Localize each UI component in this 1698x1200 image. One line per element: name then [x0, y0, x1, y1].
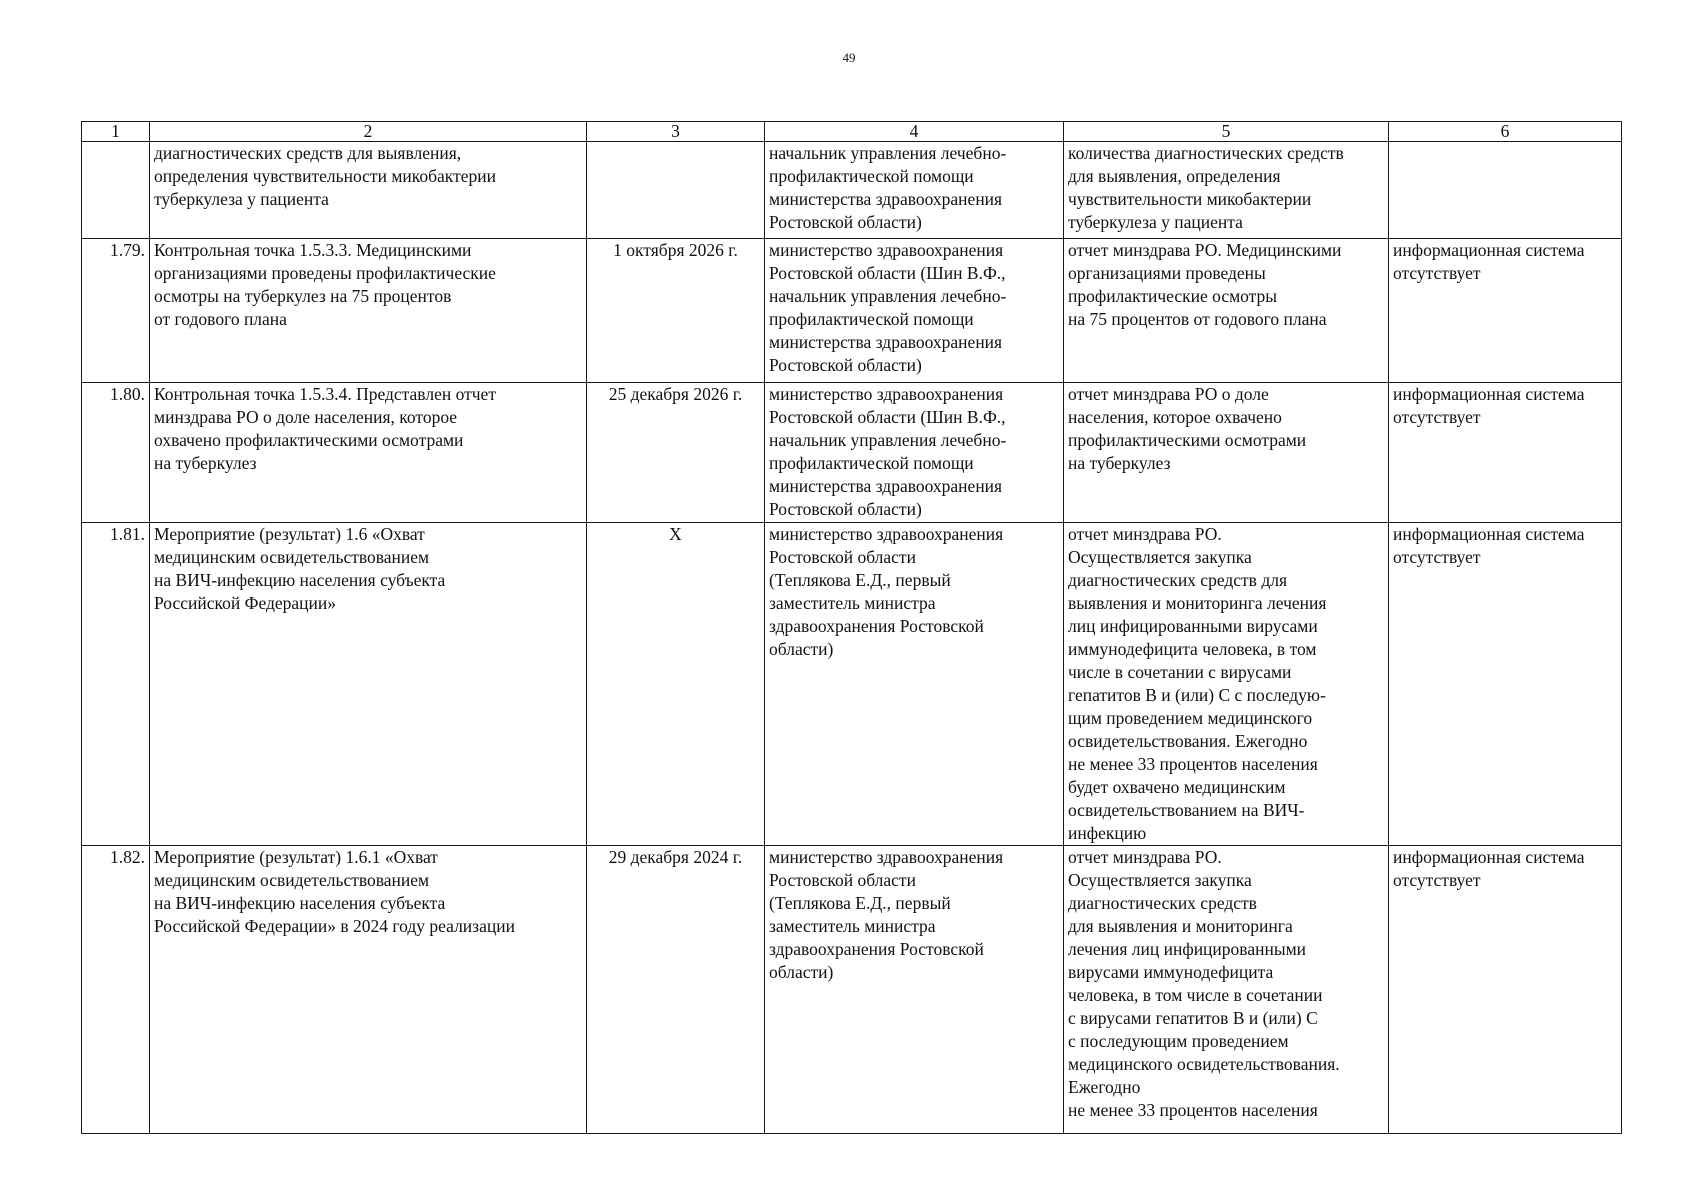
- row-date: 1 октября 2026 г.: [587, 239, 765, 383]
- row-responsible-text: министерство здравоохранения Ростовской области (Шин В.Ф., начальник управления лечебно- профилактической помощи министерства здравоохранения Ростовской области): [769, 384, 1007, 519]
- header-col-3: 3: [587, 122, 765, 142]
- row-system: [1389, 523, 1622, 846]
- row-system-text: информационная система отсутствует: [1393, 524, 1585, 567]
- row-responsible-text: начальник управления лечебно- профилактической помощи министерства здравоохранения Ростовской области): [769, 143, 1007, 232]
- header-col-5: 5: [1064, 122, 1389, 142]
- row-result-text: отчет минздрава РО. Осуществляется закупка диагностических средств для выявления и мониторинга лечения лиц инфицированными вирусами иммунодефицита человека, в том числе в сочетании с вирусами гепатитов В и (или) С с последую- щим проведением медицинского освидетельствования. Ежегодно не менее 33 процентов населения будет охвачено медицинским освидетельствованием на ВИЧ- инфекцию: [1068, 524, 1327, 843]
- header-col-2: 2: [150, 122, 587, 142]
- row-responsible-text: министерство здравоохранения Ростовской области (Теплякова Е.Д., первый заместитель министра здравоохранения Ростовской области): [769, 524, 1004, 659]
- table-row: [82, 239, 1622, 383]
- row-result: [1064, 523, 1389, 846]
- row-result-text: отчет минздрава РО. Медицинскими организациями проведены профилактические осмотры на 75 процентов от годового плана: [1068, 240, 1342, 329]
- row-title: [150, 846, 587, 1134]
- header-col-1: 1: [82, 122, 150, 142]
- table-row: [82, 142, 1622, 239]
- row-result-text: отчет минздрава РО. Осуществляется закупка диагностических средств для выявления и мониторинга лечения лиц инфицированными вирусами иммунодефицита человека, в том числе в сочетании с вирусами гепатитов В и (или) С с последующим проведением медицинского освидетельствования. Ежегодно не менее 33 процентов населения: [1068, 847, 1340, 1120]
- page-number: 49: [842, 50, 856, 65]
- row-title: [150, 239, 587, 383]
- row-title-text: Мероприятие (результат) 1.6.1 «Охват медицинским освидетельствованием на ВИЧ-инфекцию населения субъекта Российской Федерации» в 2024 году реализации: [154, 847, 515, 936]
- row-number: 1.80.: [82, 383, 150, 523]
- row-result: [1064, 239, 1389, 383]
- plan-table: [81, 121, 1622, 1134]
- row-result-text: количества диагностических средств для выявления, определения чувствительности микобактерии туберкулеза у пациента: [1068, 143, 1344, 232]
- row-title-text: Контрольная точка 1.5.3.4. Представлен отчет минздрава РО о доле населения, которое охвачено профилактическими осмотрами на туберкулез: [154, 384, 496, 473]
- row-date: [587, 142, 765, 239]
- row-number: 1.79.: [82, 239, 150, 383]
- row-date: 25 декабря 2026 г.: [587, 383, 765, 523]
- row-result: [1064, 142, 1389, 239]
- row-system: [1389, 846, 1622, 1134]
- table-row: [82, 846, 1622, 1134]
- row-system-text: информационная система отсутствует: [1393, 847, 1585, 890]
- row-date: Х: [587, 523, 765, 846]
- row-title-text: Мероприятие (результат) 1.6 «Охват медицинским освидетельствованием на ВИЧ-инфекцию населения субъекта Российской Федерации»: [154, 524, 446, 613]
- row-date: 29 декабря 2024 г.: [587, 846, 765, 1134]
- row-responsible: [765, 846, 1064, 1134]
- header-col-6: 6: [1389, 122, 1622, 142]
- row-responsible-text: министерство здравоохранения Ростовской области (Теплякова Е.Д., первый заместитель министра здравоохранения Ростовской области): [769, 847, 1004, 982]
- row-responsible: [765, 383, 1064, 523]
- row-responsible: [765, 142, 1064, 239]
- header-col-4: 4: [765, 122, 1064, 142]
- row-result-text: отчет минздрава РО о доле населения, которое охвачено профилактическими осмотрами на туберкулез: [1068, 384, 1307, 473]
- row-result: [1064, 846, 1389, 1134]
- row-system: [1389, 239, 1622, 383]
- row-result: [1064, 383, 1389, 523]
- row-title-text: диагностических средств для выявления, определения чувствительности микобактерии туберкулеза у пациента: [154, 143, 496, 209]
- header-row: [82, 122, 1622, 142]
- row-responsible: [765, 523, 1064, 846]
- row-system: [1389, 142, 1622, 239]
- row-title: [150, 523, 587, 846]
- row-system-text: информационная система отсутствует: [1393, 384, 1585, 427]
- row-system-text: информационная система отсутствует: [1393, 240, 1585, 283]
- row-responsible: [765, 239, 1064, 383]
- table-row: [82, 523, 1622, 846]
- row-title: [150, 383, 587, 523]
- row-system: [1389, 383, 1622, 523]
- row-number: 1.82.: [82, 846, 150, 1134]
- table-row: [82, 383, 1622, 523]
- row-number: [82, 142, 150, 239]
- row-title: [150, 142, 587, 239]
- row-number: 1.81.: [82, 523, 150, 846]
- row-responsible-text: министерство здравоохранения Ростовской области (Шин В.Ф., начальник управления лечебно- профилактической помощи министерства здравоохранения Ростовской области): [769, 240, 1007, 375]
- row-title-text: Контрольная точка 1.5.3.3. Медицинскими организациями проведены профилактические осмотры на туберкулез на 75 процентов от годового плана: [154, 240, 496, 329]
